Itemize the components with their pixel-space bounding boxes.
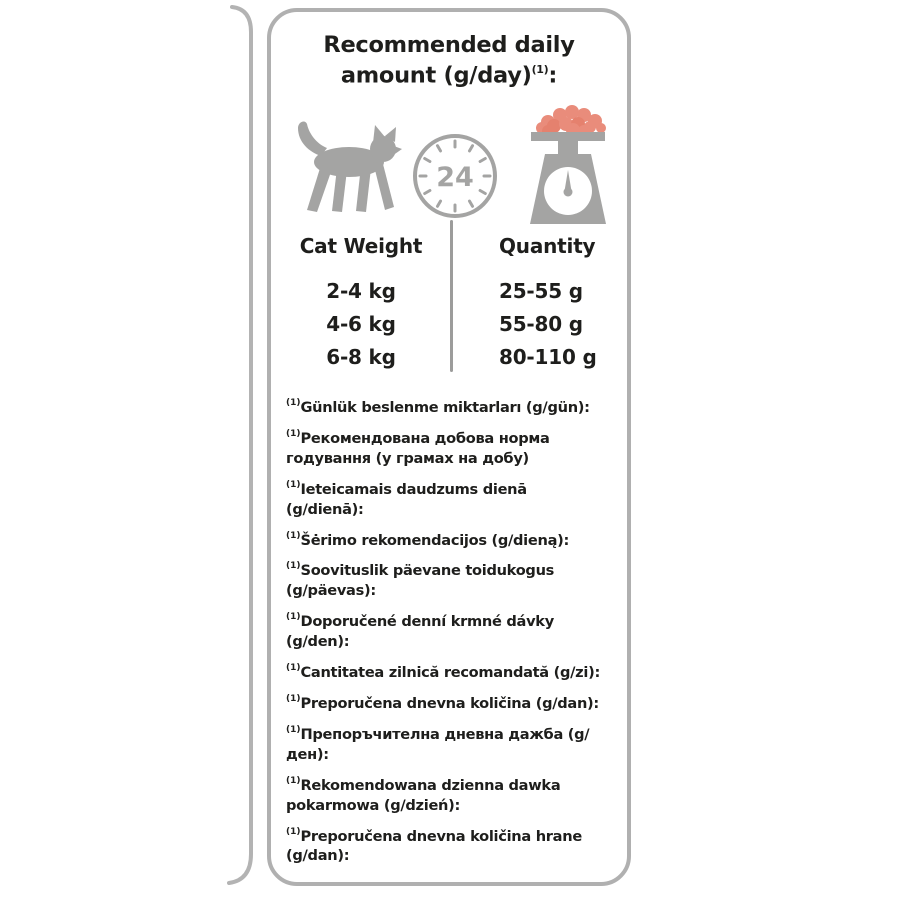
footnote-list bbox=[286, 394, 601, 873]
daily-amount-panel bbox=[267, 8, 631, 886]
footnote-item-lv: $^{(1)}$Ieteicamais daudzums dienā (g/dienā): bbox=[286, 479, 527, 518]
panel-title bbox=[271, 32, 627, 89]
title-line2: amount (g/day) bbox=[340, 62, 532, 89]
quantity-cell: 80-110 g bbox=[499, 345, 597, 369]
footnote-item-tr: $^{(1)}$Günlük beslenme miktarları (g/gün): bbox=[286, 398, 590, 416]
footnote-marker: (1) bbox=[286, 398, 301, 408]
footnote-marker: (1) bbox=[286, 724, 301, 735]
footnote-marker: (1) bbox=[286, 663, 301, 674]
footnote-marker: (1) bbox=[286, 428, 301, 439]
clock-24h-icon bbox=[411, 132, 499, 220]
title-colon: : bbox=[548, 62, 558, 89]
food-scale-icon bbox=[518, 100, 618, 226]
weight-cell: 4-6 kg bbox=[326, 312, 396, 336]
footnote-marker: (1) bbox=[286, 612, 301, 623]
footnote-item-hr: $^{(1)}$Preporučena dnevna količina (g/dan): bbox=[286, 694, 599, 712]
quantity-cell: 25-55 g bbox=[499, 279, 583, 303]
footnote-item-sr: $^{(1)}$Preporučena dnevna količina hrane (g/dan): bbox=[286, 826, 582, 865]
footnote-marker: (1) bbox=[286, 694, 301, 705]
clock-24-label: 24 bbox=[436, 162, 474, 193]
footnote-item-ro: $^{(1)}$Cantitatea zilnică recomandată (g/zi): bbox=[286, 663, 600, 682]
footnote-item-uk: $^{(1)}$Рекомендована добова норма годування (у грамах на добу) bbox=[286, 428, 550, 467]
quantity-cell: 55-80 g bbox=[499, 312, 583, 336]
footnote-marker: (1) bbox=[286, 826, 301, 837]
weight-cell: 2-4 kg bbox=[326, 279, 396, 303]
footnote-item-cs: $^{(1)}$Doporučené denní krmné dávky (g/den): bbox=[286, 612, 554, 651]
title-line1: Recommended daily bbox=[323, 32, 575, 58]
column-header-cat-weight: Cat Weight bbox=[299, 234, 423, 258]
footnote-item-lt: $^{(1)}$Šėrimo rekomendacijos (g/dieną): bbox=[286, 530, 570, 549]
title-footnote-ref: (1) bbox=[531, 63, 549, 76]
footnote-marker: (1) bbox=[286, 775, 301, 786]
cat-icon bbox=[285, 116, 405, 222]
footnote-marker: (1) bbox=[286, 530, 301, 541]
footnote-marker: (1) bbox=[286, 479, 301, 490]
footnote-item-bg: $^{(1)}$Препоръчителна дневна дажба (g/ден): bbox=[286, 724, 590, 763]
footnote-marker: (1) bbox=[286, 561, 301, 572]
column-header-quantity: Quantity bbox=[499, 234, 596, 258]
footnote-item-pl: $^{(1)}$Rekomendowana dzienna dawka pokarmowa (g/dzień): bbox=[286, 775, 561, 814]
footnote-item-et: $^{(1)}$Soovituslik päevane toidukogus (g/päevas): bbox=[286, 561, 555, 600]
weight-cell: 6-8 kg bbox=[326, 345, 396, 369]
